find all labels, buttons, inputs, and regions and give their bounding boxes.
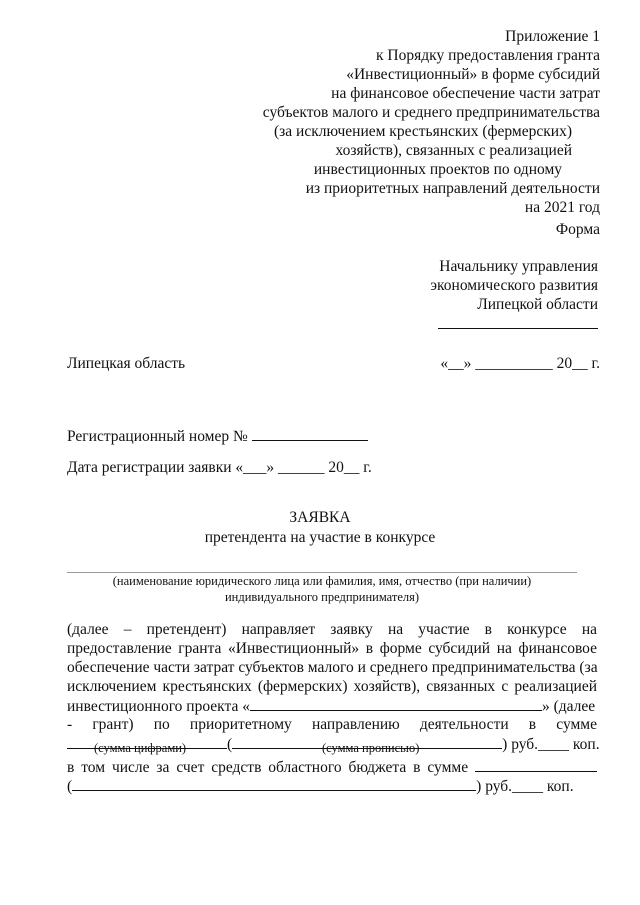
- registration-date[interactable]: Дата регистрации заявки «___» ______ 20__ г.: [67, 459, 372, 476]
- caption-line: индивидуального предпринимателя): [224, 590, 420, 604]
- registration-number-blank[interactable]: [252, 426, 368, 441]
- addressee-line: Липецкой области: [477, 296, 598, 313]
- appendix-line: Приложение 1: [505, 28, 600, 45]
- regional-budget-block: [67, 757, 597, 795]
- addressee-block: [298, 257, 598, 333]
- budget-digits-blank[interactable]: [475, 757, 597, 772]
- body-line: предоставление гранта «Инвестиционный» в форме субсидий на финансовое: [67, 640, 597, 657]
- application-body: [67, 620, 600, 753]
- budget-text: в том числе за счет средств областного бюджета в сумме: [67, 759, 469, 776]
- project-label: инвестиционного проекта «: [67, 698, 250, 715]
- appendix-line: (за исключением крестьянских (фермерских): [274, 123, 572, 140]
- date-blank[interactable]: «__» __________ 20__ г.: [440, 355, 600, 372]
- appendix-line: субъектов малого и среднего предпринимательства: [262, 104, 600, 121]
- project-label-end: » (далее: [541, 698, 596, 715]
- caption-line: (наименование юридического лица или фамилия, имя, отчество (при наличии): [112, 574, 532, 588]
- paren-open: (: [227, 736, 233, 753]
- document-title: ЗАЯВКА: [289, 509, 351, 526]
- budget-line: [67, 776, 597, 795]
- sum-digits-caption: (сумма цифрами): [94, 741, 187, 755]
- sum-captions: [67, 740, 597, 756]
- sum-words-caption: (сумма прописью): [322, 741, 420, 755]
- appendix-line: на 2021 год: [524, 199, 600, 216]
- applicant-name-caption: [67, 573, 577, 605]
- body-line: обеспечение части затрат субъектов малого и среднего предпринимательства (за: [67, 659, 598, 676]
- budget-line: [67, 757, 597, 776]
- registration-number-label: Регистрационный номер №: [67, 428, 248, 445]
- sum-currency: ) руб.____ коп.: [502, 736, 600, 753]
- appendix-line: на финансовое обеспечение части затрат: [331, 85, 600, 102]
- body-line: исключением крестьянских (фермерских) хозяйств), связанных с реализацией: [67, 678, 597, 695]
- addressee-line: экономического развития: [430, 277, 598, 294]
- region-date-row: [67, 354, 600, 374]
- region-label: Липецкая область: [67, 355, 186, 372]
- form-label: Форма: [555, 221, 600, 238]
- appendix-line: из приоритетных направлений деятельности: [305, 180, 600, 197]
- body-line: - грант) по приоритетному направлению деятельности в сумме: [67, 716, 597, 733]
- appendix-line: «Инвестиционный» в форме субсидий: [346, 66, 600, 83]
- document-subtitle: претендента на участие в конкурсе: [204, 529, 436, 546]
- registration-number: [67, 426, 368, 446]
- body-line: (далее – претендент) направляет заявку на участие в конкурсе на: [67, 621, 597, 638]
- body-line: [67, 696, 597, 715]
- appendix-line: к Порядку предоставления гранта: [376, 47, 600, 64]
- paren-open: (: [67, 778, 73, 795]
- addressee-name-blank[interactable]: [438, 314, 598, 329]
- project-name-blank[interactable]: [250, 696, 542, 711]
- appendix-line: инвестиционных проектов по одному: [313, 161, 562, 178]
- appendix-header: [200, 27, 600, 217]
- addressee-line: Начальнику управления: [439, 258, 598, 275]
- budget-words-blank[interactable]: [72, 776, 476, 791]
- budget-currency: ) руб.____ коп.: [476, 778, 574, 795]
- appendix-line: хозяйств), связанных с реализацией: [335, 142, 572, 159]
